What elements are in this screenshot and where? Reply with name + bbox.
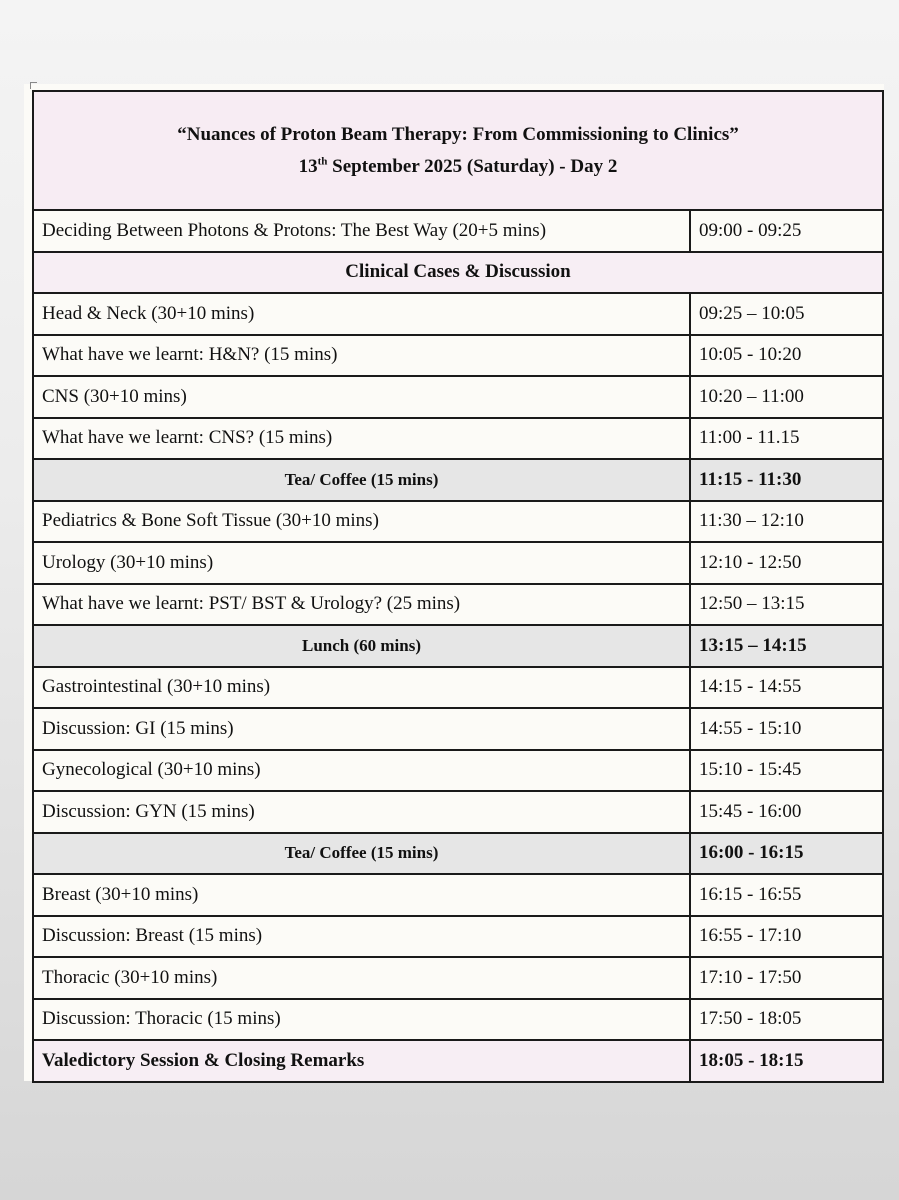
table-row <box>33 584 883 626</box>
date-day: 13 <box>298 155 318 177</box>
session-time: 11:00 - 11.15 <box>690 418 883 460</box>
table-row <box>33 667 883 709</box>
closing-row <box>33 1040 883 1082</box>
table-row <box>33 750 883 792</box>
date-suffix: th <box>317 155 328 168</box>
event-date <box>42 151 874 183</box>
session-label: Tea/ Coffee (15 mins) <box>33 833 690 875</box>
session-label: Discussion: GI (15 mins) <box>33 708 690 750</box>
break-row <box>33 625 883 667</box>
session-label: Discussion: GYN (15 mins) <box>33 791 690 833</box>
session-label: Urology (30+10 mins) <box>33 542 690 584</box>
session-time: 10:05 - 10:20 <box>690 335 883 377</box>
session-label: Discussion: Breast (15 mins) <box>33 916 690 958</box>
table-row <box>33 501 883 543</box>
session-label: Breast (30+10 mins) <box>33 874 690 916</box>
session-time: 16:00 - 16:15 <box>690 833 883 875</box>
session-time: 11:30 – 12:10 <box>690 501 883 543</box>
crop-mark <box>30 82 37 89</box>
table-row <box>33 916 883 958</box>
session-label: What have we learnt: CNS? (15 mins) <box>33 418 690 460</box>
session-label: Discussion: Thoracic (15 mins) <box>33 999 690 1041</box>
session-time: 09:00 - 09:25 <box>690 210 883 252</box>
table-row <box>33 999 883 1041</box>
table-row <box>33 293 883 335</box>
session-label: Deciding Between Photons & Protons: The Best Way (20+5 mins) <box>33 210 690 252</box>
table-row <box>33 957 883 999</box>
session-time: 14:55 - 15:10 <box>690 708 883 750</box>
header-row <box>33 91 883 210</box>
session-time: 17:10 - 17:50 <box>690 957 883 999</box>
session-time: 12:10 - 12:50 <box>690 542 883 584</box>
session-time: 11:15 - 11:30 <box>690 459 883 501</box>
session-time: 09:25 – 10:05 <box>690 293 883 335</box>
session-time: 13:15 – 14:15 <box>690 625 883 667</box>
session-label: Lunch (60 mins) <box>33 625 690 667</box>
section-label: Clinical Cases & Discussion <box>33 252 883 294</box>
session-time: 17:50 - 18:05 <box>690 999 883 1041</box>
session-time: 10:20 – 11:00 <box>690 376 883 418</box>
table-row <box>33 210 883 252</box>
session-time: 15:10 - 15:45 <box>690 750 883 792</box>
session-label: Pediatrics & Bone Soft Tissue (30+10 mins) <box>33 501 690 543</box>
session-label: What have we learnt: PST/ BST & Urology? (25 mins) <box>33 584 690 626</box>
session-time: 16:55 - 17:10 <box>690 916 883 958</box>
table-row <box>33 791 883 833</box>
session-label: Thoracic (30+10 mins) <box>33 957 690 999</box>
session-label: Gastrointestinal (30+10 mins) <box>33 667 690 709</box>
session-label: CNS (30+10 mins) <box>33 376 690 418</box>
session-label: Gynecological (30+10 mins) <box>33 750 690 792</box>
session-time: 18:05 - 18:15 <box>690 1040 883 1082</box>
table-row <box>33 542 883 584</box>
date-rest: September 2025 (Saturday) - Day 2 <box>332 155 618 177</box>
table-row <box>33 335 883 377</box>
session-label: Valedictory Session & Closing Remarks <box>33 1040 690 1082</box>
session-label: Head & Neck (30+10 mins) <box>33 293 690 335</box>
table-row <box>33 708 883 750</box>
session-time: 14:15 - 14:55 <box>690 667 883 709</box>
session-label: Tea/ Coffee (15 mins) <box>33 459 690 501</box>
table-row <box>33 376 883 418</box>
section-row <box>33 252 883 294</box>
session-time: 16:15 - 16:55 <box>690 874 883 916</box>
session-time: 15:45 - 16:00 <box>690 791 883 833</box>
break-row <box>33 459 883 501</box>
break-row <box>33 833 883 875</box>
header-cell <box>33 91 883 210</box>
table-row <box>33 418 883 460</box>
table-row <box>33 874 883 916</box>
session-time: 12:50 – 13:15 <box>690 584 883 626</box>
event-title: “Nuances of Proton Beam Therapy: From Commissioning to Clinics” <box>177 123 739 145</box>
schedule-table <box>32 90 884 1083</box>
session-label: What have we learnt: H&N? (15 mins) <box>33 335 690 377</box>
